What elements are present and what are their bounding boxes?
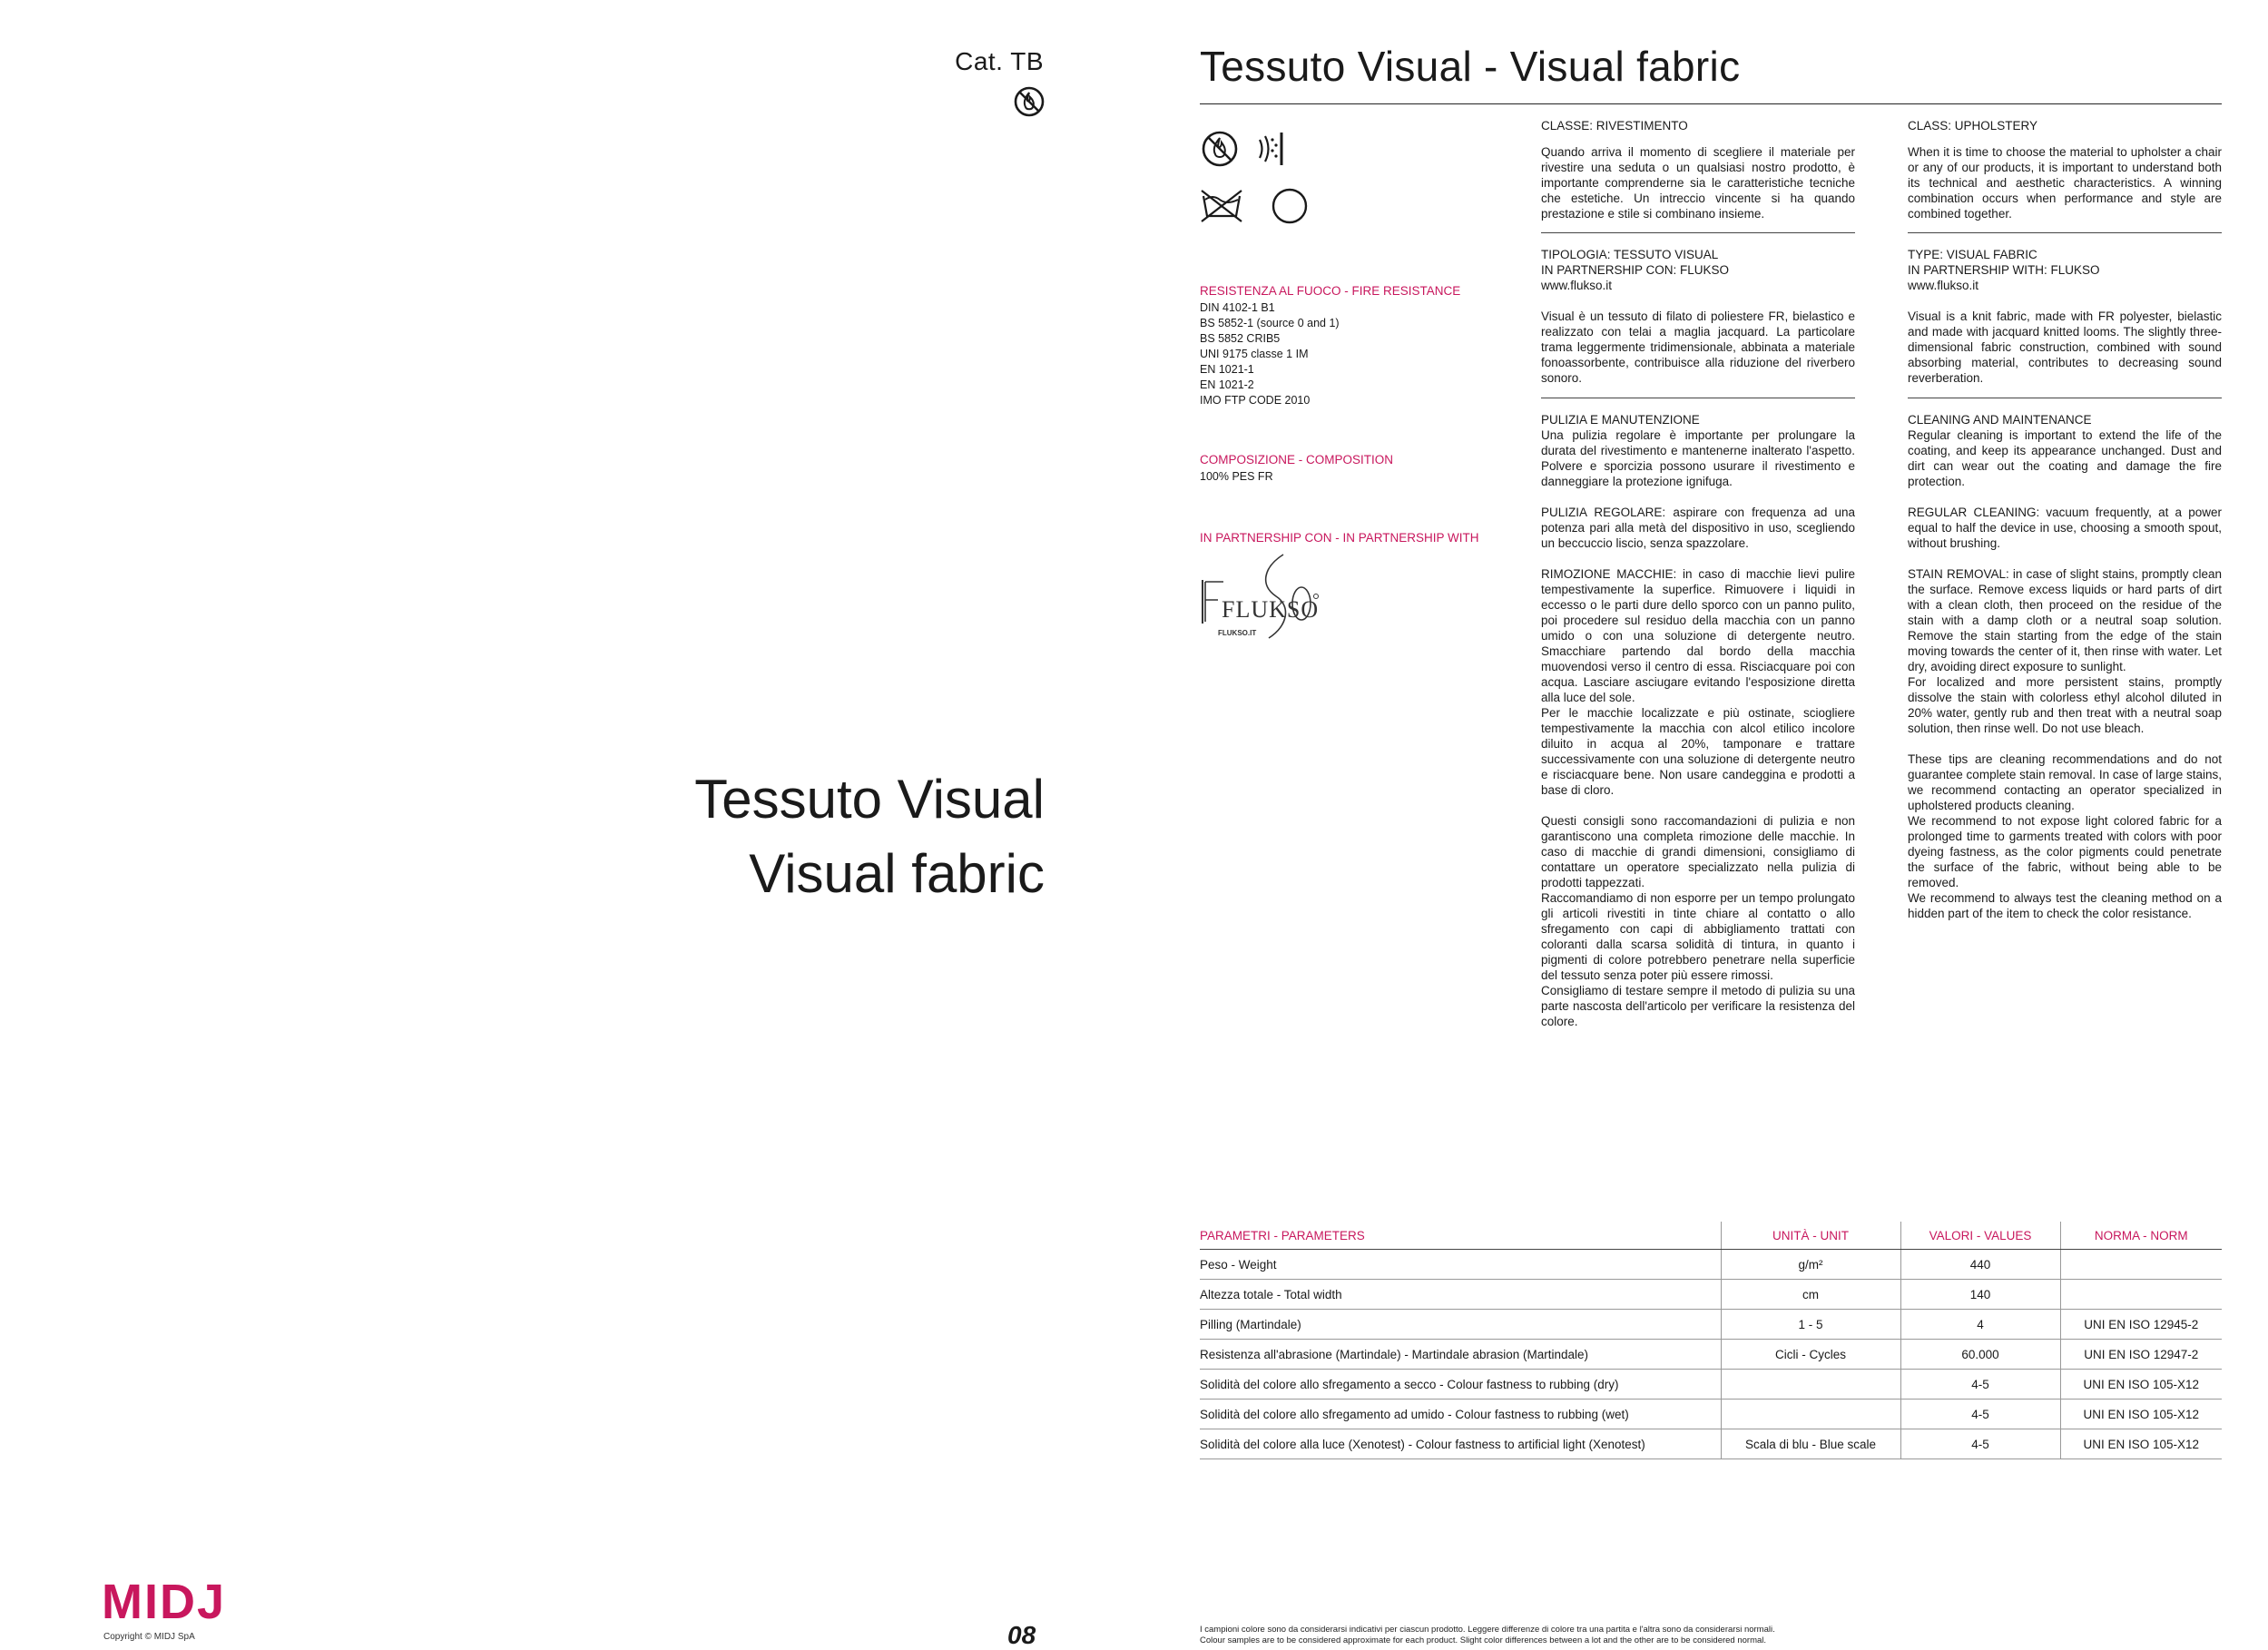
midj-logo: [102, 1575, 227, 1629]
title-line-1: Tessuto Visual: [694, 769, 1045, 830]
cleaning-paragraph-it: Una pulizia regolare è importante per prolungare la durata del rivestimento e mantenerne inalterato l'aspetto. Polvere e sporcizia possono usurare il rivestimento e danneggiare la protezione ignifuga.: [1541, 428, 1855, 488]
footnote-line-en: Colour samples are to be considered approximate for each product. Slight color differences between a lot and the other are to be considered normal.: [1200, 1635, 1767, 1645]
cleaning-paragraph-it: Consigliamo di testare sempre il metodo di pulizia su una parte nascosta dell'articolo per verificare la resistenza del colore.: [1541, 984, 1855, 1028]
footnote: [1200, 1625, 1775, 1646]
fire-resistance-item: UNI 9175 classe 1 IM: [1200, 348, 1309, 360]
table-cell: UNI EN ISO 105-X12: [2060, 1429, 2222, 1459]
table-cell: UNI EN ISO 105-X12: [2060, 1370, 2222, 1400]
cleaning-paragraph-en: STAIN REMOVAL: in case of slight stains, promptly clean the surface. Remove excess liquids or hard parts of dirt with a clean cloth, then proceed on the residue of the stain with a damp cloth or a neutral soap solution. Remove the stain starting from the edge of the stain moving towards the center of it, then rinse with water. Let dry, avoiding direct exposure to sunlight.: [1908, 567, 2222, 673]
class-section-en: [1908, 118, 2222, 221]
table-cell: 140: [1900, 1280, 2060, 1310]
copyright: Copyright © MIDJ SpA: [103, 1632, 195, 1642]
cleaning-paragraph-it: RIMOZIONE MACCHIE: in caso di macchie lievi pulire tempestivamente la superfice. Rimuovere i liquidi in eccesso o le parti dure dello sporco con un panno pulito, poi procedere sul residuo della macchia con un panno umido o con una soluzione di detergente neutro. Smacchiare partendo dal bordo della macchia muovendosi verso il centro di essa. Risciacquare poi con acqua. Lasciare asciugare evitando l'esposizione diretta alla luce del sole.: [1541, 567, 1855, 704]
table-cell: 4: [1900, 1310, 2060, 1340]
cleaning-section-en: [1908, 412, 2222, 921]
composition-value: 100% PES FR: [1200, 470, 1273, 483]
type-section-en: [1908, 247, 2222, 386]
footnote-line-it: I campioni colore sono da considerarsi indicativi per ciascun prodotto. Leggere differenze di colore tra una partita e l'altra sono da considerarsi normali.: [1200, 1625, 1775, 1635]
partnership-heading: IN PARTNERSHIP CON - IN PARTNERSHIP WITH: [1200, 531, 1479, 545]
fire-resistance-item: IMO FTP CODE 2010: [1200, 394, 1311, 407]
table-cell: Cicli - Cycles: [1721, 1340, 1900, 1370]
cleaning-section-it: [1541, 412, 1855, 1029]
table-cell: Scala di blu - Blue scale: [1721, 1429, 1900, 1459]
specs-column: [1200, 283, 1508, 649]
table-cell: 440: [1900, 1250, 2060, 1280]
class-text-it: Quando arriva il momento di scegliere il materiale per rivestire una seduta o un qualsiasi nostro prodotto, è importante comprenderne sia le caratteristiche tecniche che estetiche. Un intreccio vincente si ha quando prestazione e stile si combinano insieme.: [1541, 145, 1855, 221]
cleaning-paragraph-it: Questi consigli sono raccomandazioni di pulizia e non garantiscono una completa rimozione delle macchie. In caso di macchie di grandi dimensioni, consigliamo di contattare un operatore specializzato nella pulizia di prodotti tappezzati.: [1541, 814, 1855, 889]
title-line-2: Visual fabric: [749, 843, 1045, 904]
divider: [1908, 232, 2222, 233]
page-number: 08: [1007, 1621, 1036, 1649]
column-header: PARAMETRI - PARAMETERS: [1200, 1222, 1721, 1250]
title-divider: [1200, 103, 2222, 104]
table-cell: UNI EN ISO 105-X12: [2060, 1400, 2222, 1429]
fire-resistance-item: BS 5852-1 (source 0 and 1): [1200, 317, 1340, 329]
parameters-table: [1200, 1222, 2222, 1459]
sound-absorbing-icon: [1260, 133, 1281, 165]
class-text-en: When it is time to choose the material to upholster a chair or any of our products, it is important to understand both its technical and aesthetic characteristics. A winning combination occurs when performance and style are combined together.: [1908, 145, 2222, 221]
table-cell: [1721, 1400, 1900, 1429]
cleaning-paragraph-en: We recommend to always test the cleaning method on a hidden part of the item to check the color resistance.: [1908, 891, 2222, 920]
flukso-logo-text: FLUKSO: [1222, 596, 1320, 623]
website-link-en[interactable]: www.flukso.it: [1908, 279, 1979, 292]
table-cell: 4-5: [1900, 1400, 2060, 1429]
table-cell: Resistenza all'abrasione (Martindale) - Martindale abrasion (Martindale): [1200, 1340, 1721, 1370]
type-heading-it: TIPOLOGIA: TESSUTO VISUAL: [1541, 248, 1719, 261]
category-label: Cat. TB: [955, 47, 1044, 75]
fire-resistance-item: EN 1021-1: [1200, 363, 1254, 376]
table-cell: [2060, 1280, 2222, 1310]
class-heading-it: CLASSE: RIVESTIMENTO: [1541, 119, 1688, 133]
table-row: [1200, 1370, 2222, 1400]
table-cell: Pilling (Martindale): [1200, 1310, 1721, 1340]
cleaning-heading-it: PULIZIA E MANUTENZIONE: [1541, 413, 1700, 427]
logo-text: MIDJ: [102, 1575, 227, 1629]
table-header-row: [1200, 1222, 2222, 1250]
cleaning-paragraph-it: Raccomandiamo di non esporre per un tempo prolungato gli articoli rivestiti in tinte chiare al contatto o allo sfregamento con capi di abbigliamento trattati con coloranti dalla scarsa solidità di tintura, in quanto i pigmenti di colore potrebbero penetrare nella superficie del tessuto senza poter più essere rimossi.: [1541, 891, 1855, 982]
type-section-it: [1541, 247, 1855, 386]
table-cell: Solidità del colore alla luce (Xenotest) - Colour fastness to artificial light (Xenotest): [1200, 1429, 1721, 1459]
table-row: [1200, 1340, 2222, 1370]
table-cell: 1 - 5: [1721, 1310, 1900, 1340]
column-header: VALORI - VALUES: [1900, 1222, 2060, 1250]
table-cell: 60.000: [1900, 1340, 2060, 1370]
table-cell: 4-5: [1900, 1370, 2060, 1400]
left-page-title: [694, 762, 1045, 911]
table-cell: [2060, 1250, 2222, 1280]
cleaning-paragraph-en: Regular cleaning is important to extend the life of the coating, and keep its appearance unchanged. Dust and dirt can wear out the coating and damage the fire protection.: [1908, 428, 2222, 488]
flukso-logo-url: FLUKSO.IT: [1218, 629, 1257, 637]
fire-resistance-item: DIN 4102-1 B1: [1200, 301, 1275, 314]
table-row: [1200, 1400, 2222, 1429]
cleaning-paragraph-it: PULIZIA REGOLARE: aspirare con frequenza ad una potenza pari alla metà del dispositivo in uso, scegliendo un beccuccio liscio, senza spazzolare.: [1541, 506, 1855, 550]
page-title: Tessuto Visual - Visual fabric: [1200, 43, 1741, 90]
fire-resistant-icon: [1013, 85, 1046, 118]
table-cell: Peso - Weight: [1200, 1250, 1721, 1280]
table-cell: Solidità del colore allo sfregamento ad umido - Colour fastness to rubbing (wet): [1200, 1400, 1721, 1429]
fire-resistance-item: BS 5852 CRIB5: [1200, 332, 1281, 345]
care-icons: [1200, 127, 1309, 236]
type-heading-en: TYPE: VISUAL FABRIC: [1908, 248, 2037, 261]
divider: [1541, 232, 1855, 233]
partnership-line-it: IN PARTNERSHIP CON: FLUKSO: [1541, 263, 1730, 277]
website-link-it[interactable]: www.flukso.it: [1541, 279, 1613, 292]
table-cell: 4-5: [1900, 1429, 2060, 1459]
table-cell: UNI EN ISO 12945-2: [2060, 1310, 2222, 1340]
cleaning-paragraph-it: Per le macchie localizzate e più ostinate, sciogliere tempestivamente la macchia con alcol etilico incolore diluito in acqua al 20%, tamponare e trattare successivamente con una soluzione di detergente neutro e risciacquare bene. Non usare candeggina e prodotti a base di cloro.: [1541, 706, 1855, 797]
fire-resistance-heading: RESISTENZA AL FUOCO - FIRE RESISTANCE: [1200, 284, 1461, 298]
table-cell: cm: [1721, 1280, 1900, 1310]
class-section-it: [1541, 118, 1855, 221]
type-text-it: Visual è un tessuto di filato di poliestere FR, bielastico e realizzato con telai a maglia jacquard. La particolare trama leggermente tridimensionale, abbinata a materiale fonoassorbente, contribuisce alla riduzione del riverbero sonoro.: [1541, 309, 1855, 385]
cleaning-heading-en: CLEANING AND MAINTENANCE: [1908, 413, 2092, 427]
do-not-wash-icon: [1202, 191, 1242, 221]
class-heading-en: CLASS: UPHOLSTERY: [1908, 119, 2038, 133]
table-row: [1200, 1250, 2222, 1280]
table-cell: [1721, 1370, 1900, 1400]
column-header: UNITÀ - UNIT: [1721, 1222, 1900, 1250]
table-cell: g/m²: [1721, 1250, 1900, 1280]
partnership-line-en: IN PARTNERSHIP WITH: FLUKSO: [1908, 263, 2100, 277]
table-cell: UNI EN ISO 12947-2: [2060, 1340, 2222, 1370]
cleaning-paragraph-en: These tips are cleaning recommendations and do not guarantee complete stain removal. In case of large stains, we recommend contacting an operator specialized in upholstered products cleaning.: [1908, 752, 2222, 812]
cleaning-paragraph-en: We recommend to not expose light colored fabric for a prolonged time to garments treated with colors with poor dyeing fastness, as the color pigments could penetrate the surface of the fabric, without being able to be removed.: [1908, 814, 2222, 889]
fire-resistance-item: EN 1021-2: [1200, 378, 1254, 391]
table-cell: Altezza totale - Total width: [1200, 1280, 1721, 1310]
table-row: [1200, 1429, 2222, 1459]
cleaning-paragraph-en: For localized and more persistent stains, promptly dissolve the stain with colorless ethyl alcohol diluted in 20% water, gently rub and then treat with a neutral soap solution, then rinse well. Do not use bleach.: [1908, 675, 2222, 735]
type-text-en: Visual is a knit fabric, made with FR polyester, bielastic and made with jacquard knitted looms. The slightly three-dimensional fabric construction, combined with sound absorbing material, contributes to decreasing sound reverberation.: [1908, 309, 2222, 385]
table-row: [1200, 1310, 2222, 1340]
composition-heading: COMPOSIZIONE - COMPOSITION: [1200, 453, 1394, 467]
table-row: [1200, 1280, 2222, 1310]
table-cell: Solidità del colore allo sfregamento a secco - Colour fastness to rubbing (dry): [1200, 1370, 1721, 1400]
column-header: NORMA - NORM: [2060, 1222, 2222, 1250]
dry-clean-icon: [1273, 190, 1306, 222]
cleaning-paragraph-en: REGULAR CLEANING: vacuum frequently, at a power equal to half the device in use, choosing a smooth spout, without brushing.: [1908, 506, 2222, 550]
fire-resistant-icon: [1203, 133, 1236, 165]
flukso-logo: [1200, 549, 1327, 649]
